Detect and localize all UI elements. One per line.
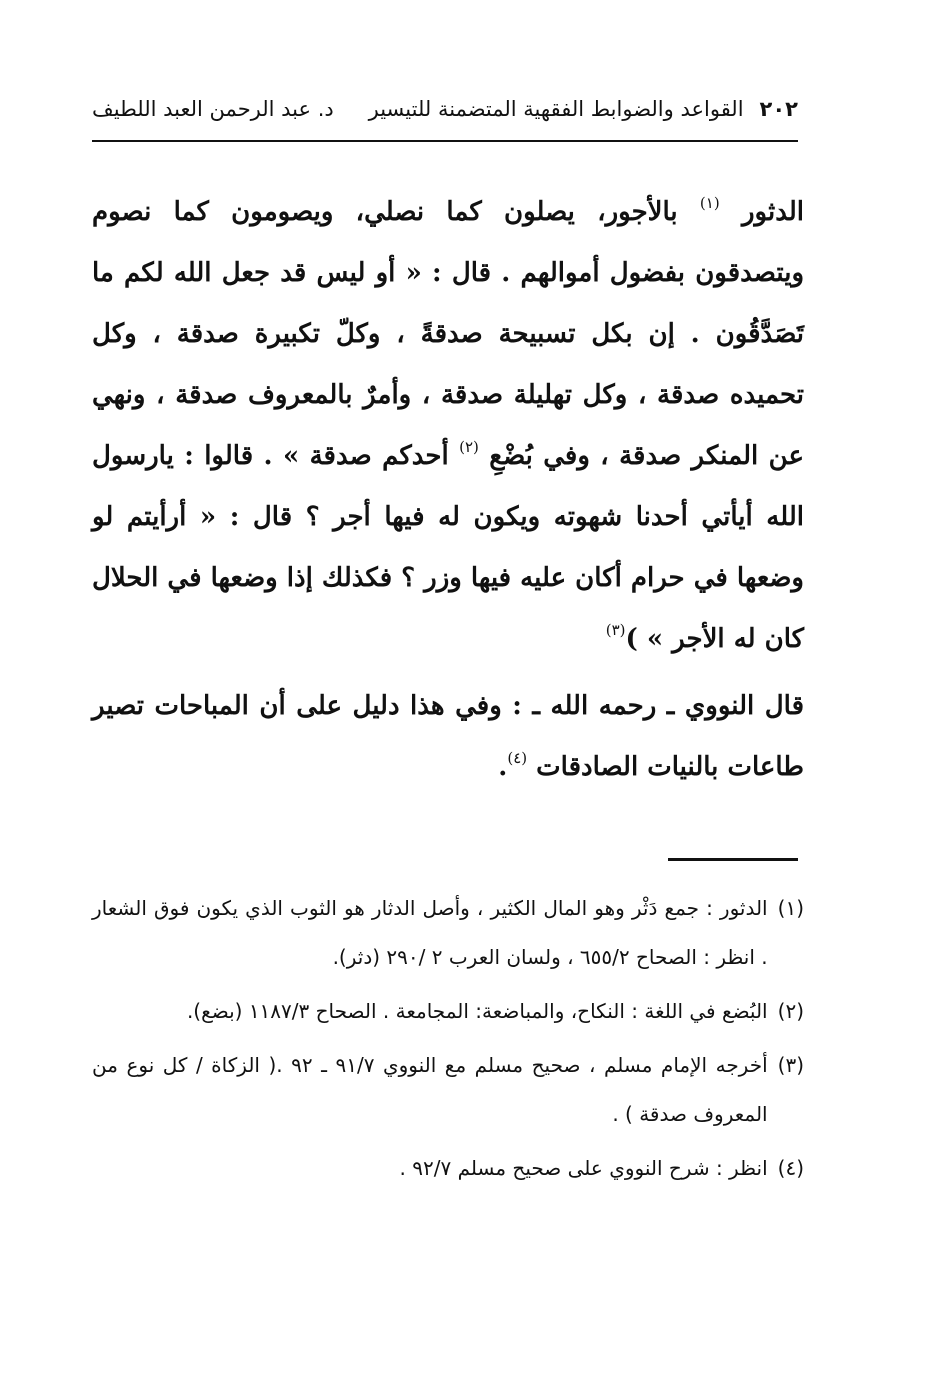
footnote-1 xyxy=(92,884,804,982)
footnote-text: انظر : شرح النووي على صحيح مسلم ٩٢/٧ . xyxy=(399,1156,768,1180)
footnote-reference-3: (٣) xyxy=(605,621,626,639)
footnote-number: (١) xyxy=(777,896,804,920)
main-text xyxy=(92,182,804,798)
footnote-4 xyxy=(92,1144,804,1193)
text-segment: قال النووي ـ رحمه الله ـ : وفي هذا دليل على أن المباحات تصير طاعات بالنيات الصادقات xyxy=(92,691,804,782)
text-segment: . xyxy=(498,752,508,782)
author-name: د. عبد الرحمن العبد اللطيف xyxy=(92,97,334,121)
footnote-reference-4: (٤) xyxy=(507,749,528,767)
running-header xyxy=(92,92,798,126)
footnote-reference-2: (٢) xyxy=(459,438,479,456)
header-rule xyxy=(92,140,798,142)
text-segment: بالأجور، يصلون كما نصلي، ويصومون كما نصوم ويتصدقون بفضول أموالهم . قال : « أو ليس قد جعل الله لكم ما تَصَدَّقُون . إن بكل تسبيحة صدقةً ، وكلّ تكبيرة صدقة ، وكل تحميده صدقة ، وكل تهليلة صدقة ، وأمرٌ بالمعروف صدقة ، ونهي عن المنكر صدقة ، وفي بُضْعِ xyxy=(92,197,804,471)
book-title: القواعد والضوابط الفقهية المتضمنة للتيسير xyxy=(368,97,744,121)
page-number: ٢٠٢ xyxy=(759,97,798,121)
text-segment: أحدكم صدقة » . قالوا : يارسول الله أيأتي أحدنا شهوته ويكون له فيها أجر ؟ قال : « أرأيتم لو وضعها في حرام أكان عليه فيها وزر ؟ فكذلك إذا وضعها في الحلال كان له الأجر » ) xyxy=(92,441,804,654)
footnote-number: (٣) xyxy=(777,1053,804,1077)
footnote-reference-1: (١) xyxy=(699,194,720,212)
footnote-number: (٢) xyxy=(777,999,804,1023)
footnotes xyxy=(92,884,804,1198)
footnote-separator xyxy=(668,858,798,861)
text-segment: الدثور xyxy=(741,197,804,227)
footnote-text: البُضع في اللغة : النكاح، والمباضعة: المجامعة . الصحاح ١١٨٧/٣ (بضع). xyxy=(186,999,768,1023)
footnote-text: أخرجه الإمام مسلم ، صحيح مسلم مع النووي ٩١/٧ ـ ٩٢ .( الزكاة / كل نوع من المعروف صدقة ) . xyxy=(92,1053,768,1126)
footnote-text: الدثور : جمع دَثْر وهو المال الكثير ، وأصل الدثار هو الثوب الذي يكون فوق الشعار . انظر : الصحاح ٦٥٥/٢ ، ولسان العرب ٢ /٢٩٠ (دثر). xyxy=(92,896,768,969)
paragraph-hadith xyxy=(92,182,804,670)
footnote-3 xyxy=(92,1041,804,1139)
footnote-2 xyxy=(92,987,804,1036)
footnote-number: (٤) xyxy=(777,1156,804,1180)
paragraph-nawawi xyxy=(92,676,804,798)
